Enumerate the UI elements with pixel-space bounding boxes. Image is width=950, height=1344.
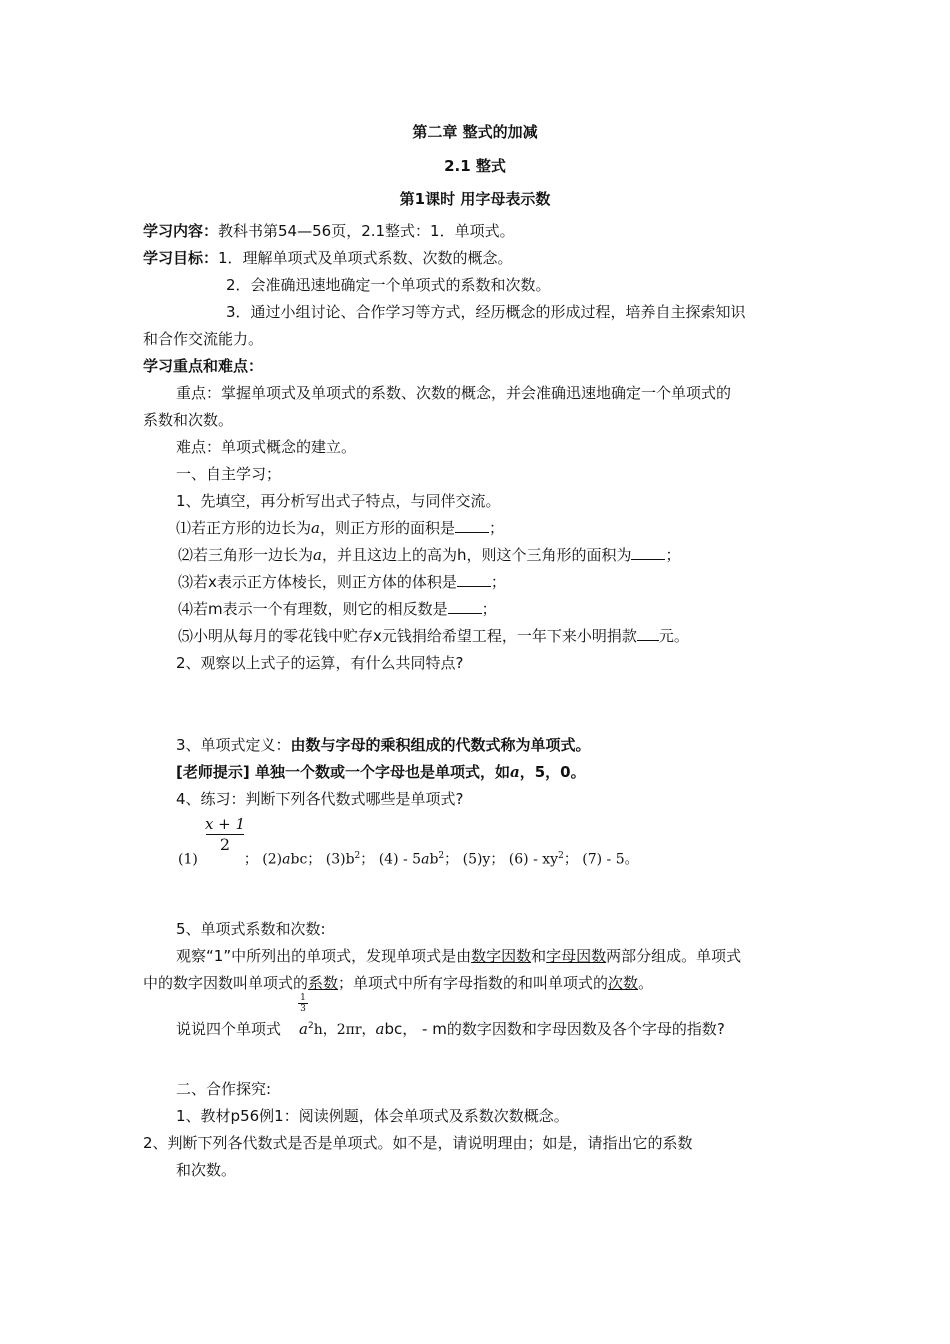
exercise-3: bc； (3)b xyxy=(290,851,355,868)
exercise-4-b: b xyxy=(429,851,439,868)
fill-1 xyxy=(176,518,504,538)
say-monomials: h，2πr， xyxy=(313,1022,376,1038)
teacher-hint-var: a xyxy=(509,763,520,781)
question-4: 4、练习：判断下列各代数式哪些是单项式? xyxy=(176,790,464,808)
difficulty: 难点：单项式概念的建立。 xyxy=(176,438,357,456)
key-point-b: 系数和次数。 xyxy=(143,411,234,429)
fill-1-text: ⑴若正方形的边长为 xyxy=(176,519,312,537)
observe-line-1 xyxy=(176,946,741,966)
exercise-4-var: a xyxy=(421,851,430,868)
observe-end: 两部分组成。单项式 xyxy=(606,947,742,965)
fill-2-blank[interactable] xyxy=(631,545,665,560)
say-exp: 2 xyxy=(307,1021,314,1031)
fill-1-var: a xyxy=(311,519,320,537)
fill-3-end: ； xyxy=(490,573,506,591)
question-3-label: 3、单项式定义： xyxy=(176,736,291,754)
observe2-mid: ；单项式中所有字母指数的和叫单项式的 xyxy=(338,974,609,992)
fill-2-text2: ，并且这边上的高为h，则这个三角形的面积为 xyxy=(321,546,632,564)
observe2-text: 中的数字因数叫单项式的 xyxy=(143,974,309,992)
section-title: 2.1 整式 xyxy=(444,157,506,175)
one-third-numerator: 1 xyxy=(300,993,306,1003)
focus-label: 学习重点和难点： xyxy=(143,357,264,375)
fraction-numerator: x + 1 xyxy=(204,815,246,833)
learning-content-text: 教科书第54—56页，2.1整式：1．单项式。 xyxy=(218,222,515,240)
part2-heading: 二、合作探究: xyxy=(176,1080,272,1098)
exercise-2-var: a xyxy=(282,851,291,868)
question-2: 2、观察以上式子的运算，有什么共同特点? xyxy=(176,654,464,672)
exercise-7: ； (7) - 5。 xyxy=(563,851,639,868)
fill-4-blank[interactable] xyxy=(448,599,482,614)
observe-text: 观察“1”中所列出的单项式，发现单项式是由 xyxy=(176,947,472,965)
one-third-denominator: 3 xyxy=(300,1004,306,1014)
fill-4-end: ； xyxy=(481,600,497,618)
say-line xyxy=(176,1016,725,1040)
fill-4-text: ⑷若m表示一个有理数，则它的相反数是 xyxy=(178,600,448,618)
degree-term: 次数 xyxy=(608,974,639,992)
fill-1-end: ； xyxy=(488,519,504,537)
goal-3b: 和合作交流能力。 xyxy=(143,330,264,348)
observe2-end: 。 xyxy=(638,974,654,992)
key-point-a: 重点：掌握单项式及单项式的系数、次数的概念，并会准确迅速地确定一个单项式的 xyxy=(176,384,732,402)
fraction-denominator: 2 xyxy=(219,835,231,854)
exercise-4: ； (4) - 5 xyxy=(360,851,422,868)
teacher-hint-rest: ，5，0。 xyxy=(519,763,586,781)
learning-content-label: 学习内容： xyxy=(143,222,219,240)
fraction-one-third xyxy=(298,993,308,1014)
observe-line-2 xyxy=(143,973,653,993)
exercise-4-exp: 2 xyxy=(438,851,445,861)
say-rest: bc， - m的数字因数和字母因数及各个字母的指数? xyxy=(384,1020,725,1038)
fill-3-blank[interactable] xyxy=(457,572,491,587)
part2-question-1: 1、教材p56例1：阅读例题，体会单项式及系数次数概念。 xyxy=(176,1107,569,1125)
lesson-title: 第1课时 用字母表示数 xyxy=(399,190,551,208)
learning-goals xyxy=(143,248,513,268)
exercise-6-exp: 2 xyxy=(558,851,564,861)
exercise-3-exp: 2 xyxy=(354,851,361,861)
exercise-2-label: ； (2) xyxy=(243,851,283,868)
question-3 xyxy=(176,735,591,755)
exercise-list xyxy=(178,846,639,870)
say-var-abc: a xyxy=(375,1020,385,1038)
fill-3-text: ⑶若x表示正方体棱长，则正方体的体积是 xyxy=(178,573,457,591)
fill-5-text: ⑸小明从每月的零花钱中贮存x元钱捐给希望工程，一年下来小明捐款 xyxy=(178,627,637,645)
letter-factor-term: 字母因数 xyxy=(546,947,607,965)
fill-2 xyxy=(178,545,681,565)
fill-3 xyxy=(178,572,506,592)
learning-content xyxy=(143,221,515,241)
part2-question-2b: 和次数。 xyxy=(176,1161,237,1179)
goal-1: 1．理解单项式及单项式系数、次数的概念。 xyxy=(218,249,513,267)
fill-5-blank[interactable] xyxy=(637,626,659,641)
say-var-a: a xyxy=(299,1020,308,1038)
monomial-definition: 由数与字母的乘积组成的代数式称为单项式。 xyxy=(290,736,591,754)
fill-2-var: a xyxy=(313,546,322,564)
goal-3a: 3．通过小组讨论、合作学习等方式，经历概念的形成过程，培养自主探索知识 xyxy=(226,303,746,321)
fill-2-end: ； xyxy=(665,546,681,564)
observe-and: 和 xyxy=(531,947,547,965)
part2-question-2a: 2、判断下列各代数式是否是单项式。如不是，请说明理由；如是，请指出它的系数 xyxy=(143,1134,693,1152)
say-text: 说说四个单项式 xyxy=(176,1020,282,1038)
fill-5 xyxy=(178,626,689,646)
exercise-5-6: ； (5)y； (6) - xy xyxy=(444,851,559,868)
numeric-factor-term: 数字因数 xyxy=(471,947,532,965)
fill-2-text: ⑵若三角形一边长为 xyxy=(178,546,314,564)
fill-1-text2: ，则正方形的面积是 xyxy=(319,519,455,537)
learning-goals-label: 学习目标： xyxy=(143,249,219,267)
question-5: 5、单项式系数和次数: xyxy=(176,920,326,938)
coefficient-term: 系数 xyxy=(308,974,339,992)
fill-1-blank[interactable] xyxy=(455,518,489,533)
teacher-hint-text: 单独一个数或一个字母也是单项式，如 xyxy=(254,763,510,781)
exercise-1: (1) xyxy=(178,851,198,868)
fill-4 xyxy=(178,599,497,619)
goal-2: 2．会准确迅速地确定一个单项式的系数和次数。 xyxy=(226,276,551,294)
question-1: 1、先填空，再分析写出式子特点，与同伴交流。 xyxy=(176,492,501,510)
teacher-hint-label: [老师提示] xyxy=(176,763,250,781)
fill-5-end: 元。 xyxy=(658,627,689,645)
teacher-hint xyxy=(176,762,586,782)
chapter-title: 第二章 整式的加减 xyxy=(412,123,538,141)
part1-heading: 一、自主学习； xyxy=(176,465,282,483)
